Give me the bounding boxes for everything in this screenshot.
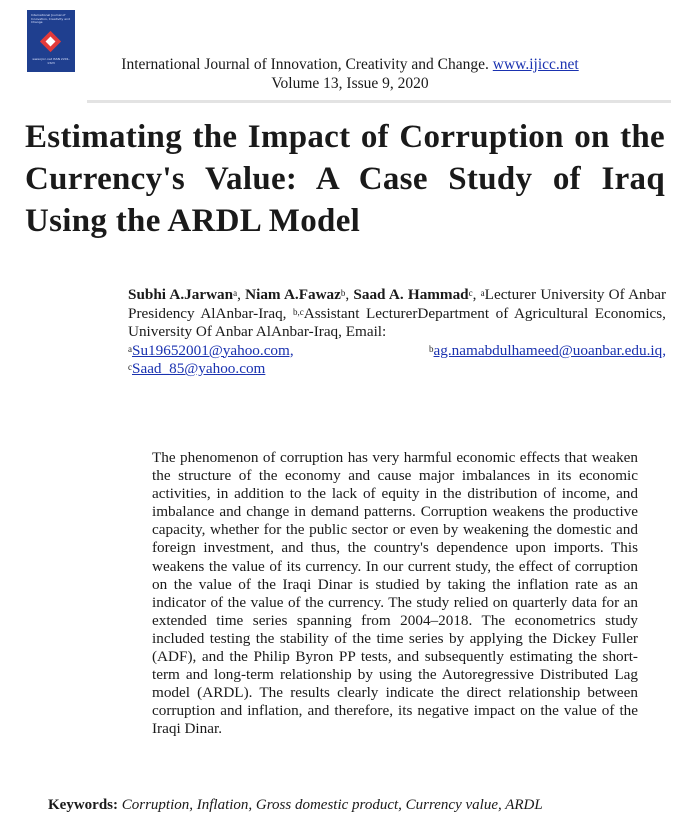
keywords-text: Corruption, Inflation, Gross domestic product, Currency value, ARDL [121, 797, 543, 813]
keywords-label: Keywords: [48, 797, 118, 813]
author-name: Saad A. Hammad [353, 286, 469, 303]
author-block: Subhi A.Jarwan$^a$, Niam A.Fawaz$^b$, Saad A. Hammad$^c$, $^a$Lecturer University Of Anbar Presidency AlAnbar-Iraq, $^{b,c}$Assistant LecturerDepartment of Agricultural Economics, University Of Anbar AlAnbar-Iraq, Email: $^a$Su19652001@yahoo.com, $^b$ag.namabdulhameed@uoanbar.edu.iq, $^c$Saad_85@yahoo.com [128, 286, 667, 377]
email-link-b[interactable]: ag.namabdulhameed@uoanbar.edu.iq, [433, 341, 666, 359]
author-name: Niam A.Fawaz [245, 286, 341, 303]
email-superscript: c [128, 362, 132, 372]
email-superscript: a [128, 343, 132, 354]
logo-title-text: International Journal of Innovation, Creativity and Change [31, 14, 70, 24]
author-superscript: b [340, 288, 346, 298]
journal-volume: Volume 13, Issue 9, 2020 [271, 75, 429, 92]
header-divider [87, 100, 671, 103]
journal-header [90, 55, 610, 93]
journal-name: International Journal of Innovation, Creativity and Change. [121, 56, 489, 73]
abstract-text: The phenomenon of corruption has very harmful economic effects that weaken the structure of the economy and cause major imbalances in its economic activities, in addition to the lack of equity in the distribution of income, and imbalance and change in demand patterns. Corruption weakens the productive capacity, whether for the public sector or even by weakening the domestic and foreign investment, and thus, the country's dependence upon imports. This weakens the value of its currency. In our current study, the effect of corruption on the value of the Iraqi Dinar is studied by taking the inflation rate as an indicator of the value of the currency. The study relied on quarterly data for an extended time series spanning from 2004–2018. The econometrics study included testing the stability of the time series by applying the Dickey Fuller (ADF), and the Philip Byron PP tests, and subsequently estimating the short-term and long-term relationship by using the Autoregressive Distributed Lag model (ARDL). The results clearly indicate the direct relationship between corruption and inflation, and therefore, its negative impact on the value of the Iraqi Dinar. [152, 449, 638, 738]
logo-bottom-text: www.ijicc.net ISSN 2201-1323 [32, 58, 70, 65]
affiliation-a: Lecturer University Of Anbar Presidency AlAnbar-Iraq, [128, 286, 667, 322]
logo-diamond-icon [40, 31, 61, 52]
journal-url-link[interactable]: www.ijicc.net [492, 56, 579, 73]
email-row [128, 342, 666, 361]
email-superscript: b [429, 343, 434, 354]
email-link-a[interactable]: Su19652001@yahoo.com, [132, 341, 294, 359]
author-superscript: c [468, 288, 473, 298]
email-link-c[interactable]: Saad_85@yahoo.com [132, 360, 266, 377]
affiliation-superscript: b,c [293, 306, 304, 317]
journal-logo [27, 10, 75, 72]
author-superscript: a [233, 288, 238, 298]
paper-title: Estimating the Impact of Corruption on the Currency's Value: A Case Study of Iraq Using the ARDL Model [25, 119, 665, 239]
author-name: Subhi A.Jarwan [128, 286, 234, 303]
keywords-line [48, 796, 688, 814]
affiliation-superscript: a [480, 288, 485, 298]
affiliation-bc: Assistant LecturerDepartment of Agricultural Economics, University Of Anbar AlAnbar-Iraq, Email: [128, 304, 666, 340]
